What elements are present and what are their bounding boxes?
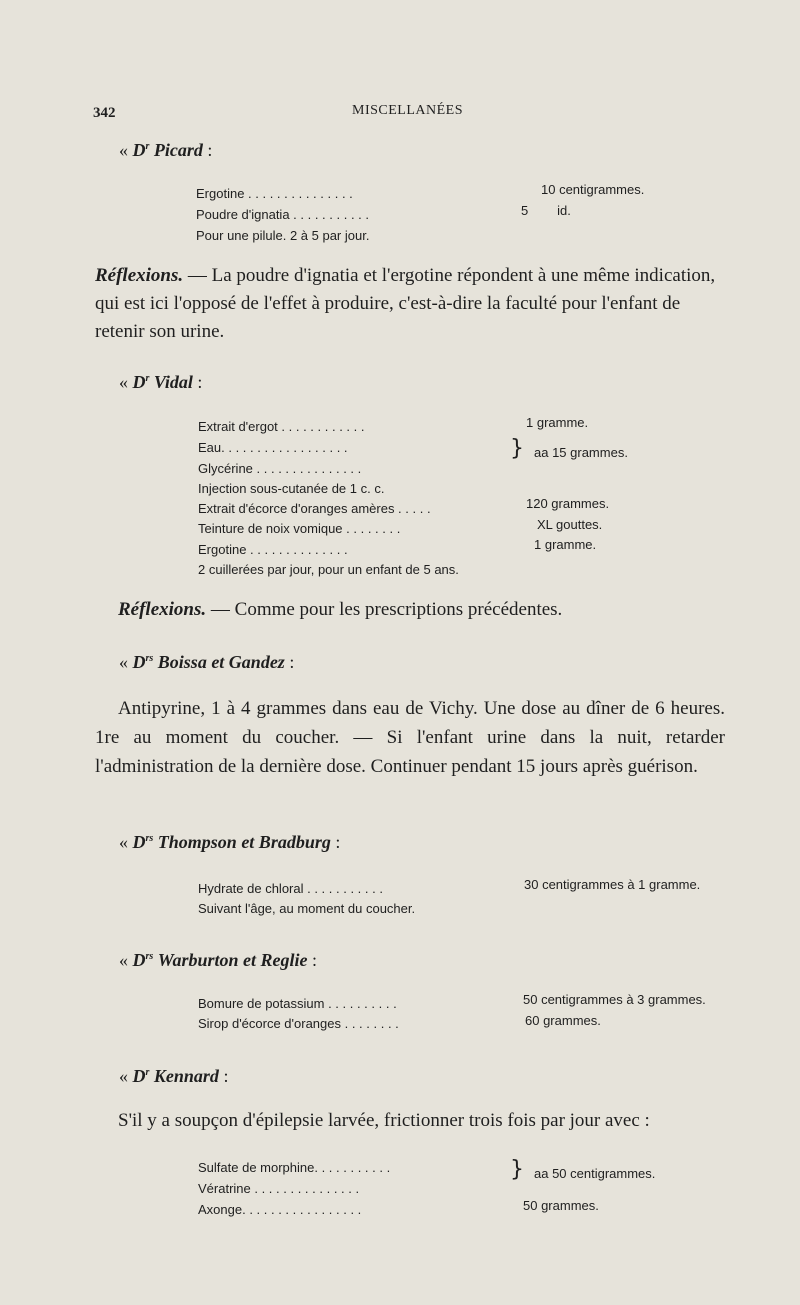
- rx-line: 2 cuillerées par jour, pour un enfant de 5 ans.: [198, 562, 459, 577]
- rx-value: aa 15 grammes.: [534, 445, 628, 460]
- page-number: 342: [93, 105, 116, 121]
- heading-boissa: « $D^{rs}$ Boissa et Gandez :: [119, 652, 295, 672]
- rx-line: Extrait d'ergot . . . . . . . . . . . .: [198, 419, 365, 434]
- heading-thompson: « $D^{rs}$ Thompson et Bradburg :: [119, 832, 341, 852]
- rx-value: XL gouttes.: [537, 517, 603, 532]
- rx-line: Glycérine . . . . . . . . . . . . . . .: [198, 461, 362, 476]
- rx-line: Hydrate de chloral . . . . . . . . . . .: [198, 881, 383, 896]
- rx-line: Teinture de noix vomique . . . . . . . .: [198, 521, 401, 536]
- rx-value: 5 id.: [521, 203, 571, 218]
- reflexion-paragraph: Réflexions. — La poudre d'ignatia et l'ergotine répondent à une même indication, qui est ici l'opposé de l'effet à produire, c'est-à-dire la faculté pour l'enfant de retenir son urine.: [95, 265, 716, 342]
- rx-value: 30 centigrammes à 1 gramme.: [524, 877, 701, 892]
- rx-value: 60 grammes.: [525, 1013, 601, 1028]
- rx-line: Sulfate de morphine. . . . . . . . . . .: [198, 1160, 391, 1175]
- rx-value: 1 gramme.: [534, 537, 597, 552]
- rx-line: Vératrine . . . . . . . . . . . . . . .: [198, 1181, 360, 1196]
- reflexion-paragraph: Réflexions. — Comme pour les prescriptions précédentes.: [118, 599, 563, 620]
- kennard-paragraph: S'il y a soupçon d'épilepsie larvée, frictionner trois fois par jour avec :: [118, 1110, 650, 1131]
- rx-line: Ergotine . . . . . . . . . . . . . .: [198, 542, 348, 557]
- rx-line: Extrait d'écorce d'oranges amères . . . . .: [198, 501, 431, 516]
- rx-value: 50 grammes.: [523, 1198, 599, 1213]
- rx-value: 120 grammes.: [526, 496, 610, 511]
- rx-line: Bomure de potassium . . . . . . . . . .: [198, 996, 397, 1011]
- heading-vidal: « $D^r$ Vidal :: [119, 372, 203, 392]
- heading-kennard: « $D^r$ Kennard :: [119, 1066, 229, 1086]
- brace-icon: }: [510, 436, 524, 461]
- rx-line: Injection sous-cutanée de 1 c. c.: [198, 481, 385, 496]
- running-title: MISCELLANÉES: [352, 103, 463, 118]
- rx-line: Axonge. . . . . . . . . . . . . . . . .: [198, 1202, 362, 1217]
- boissa-paragraph: Antipyrine, 1 à 4 grammes dans eau de Vichy. Une dose au dîner de 6 heures. 1re au moment du coucher. — Si l'enfant urine dans la nuit, retarder l'administration de la dernière dose. Continuer pendant 15 jours après guérison.: [95, 698, 725, 777]
- rx-line: Ergotine . . . . . . . . . . . . . . .: [196, 186, 353, 201]
- rx-line: Suivant l'âge, au moment du coucher.: [198, 901, 416, 916]
- rx-line: Eau. . . . . . . . . . . . . . . . . .: [198, 440, 348, 455]
- heading-picard: « $D^r$ Picard :: [119, 140, 213, 160]
- rx-value: aa 50 centigrammes.: [534, 1166, 656, 1181]
- heading-warburton: « $D^{rs}$ Warburton et Reglie :: [119, 950, 317, 970]
- brace-icon: }: [510, 1157, 524, 1182]
- rx-value: 10 centigrammes.: [541, 182, 645, 197]
- rx-line: Poudre d'ignatia . . . . . . . . . . .: [196, 207, 370, 222]
- rx-value: 50 centigrammes à 3 grammes.: [523, 992, 706, 1007]
- rx-line: Pour une pilule. 2 à 5 par jour.: [196, 228, 370, 243]
- rx-value: 1 gramme.: [526, 415, 589, 430]
- rx-line: Sirop d'écorce d'oranges . . . . . . . .: [198, 1016, 399, 1031]
